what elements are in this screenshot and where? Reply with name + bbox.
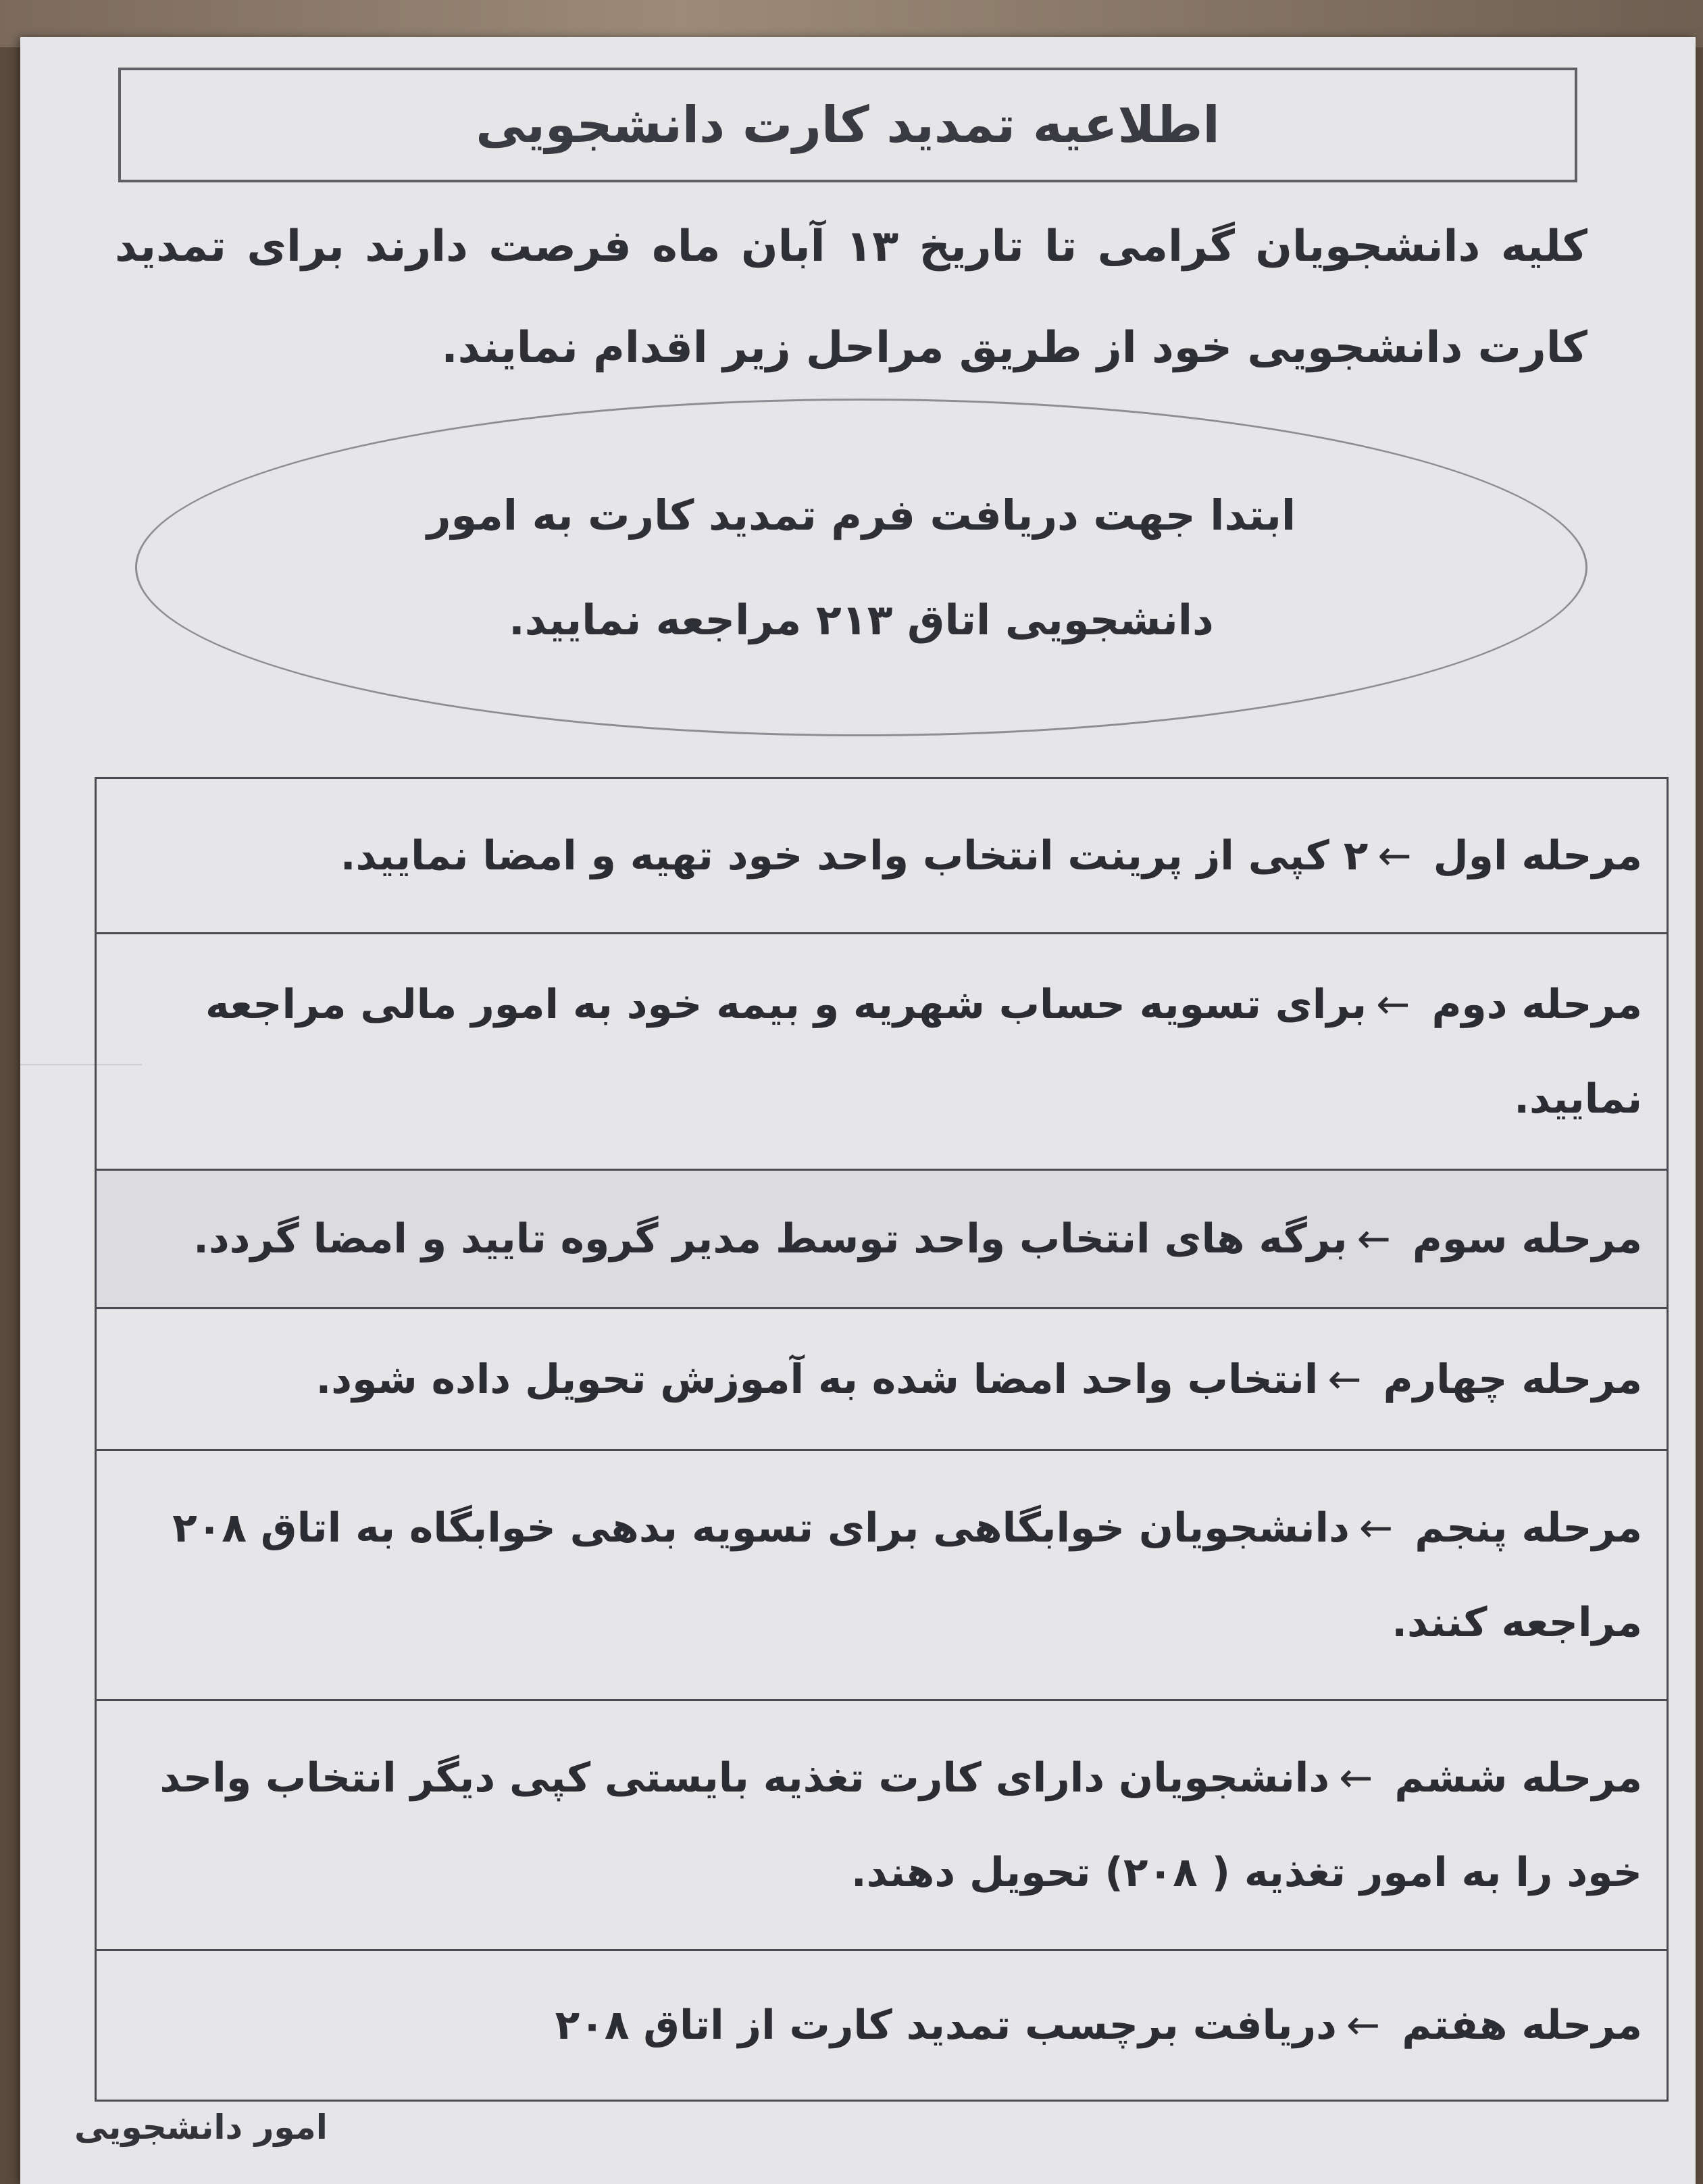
- step-text: انتخاب واحد امضا شده به آموزش تحویل داده شود.: [315, 1355, 1319, 1403]
- step-content: [121, 1481, 1642, 1670]
- step-row-3: [97, 1171, 1667, 1309]
- step-content: [121, 1731, 1642, 1920]
- signature: امور دانشجویی: [74, 2108, 328, 2147]
- step-content: [121, 1332, 1642, 1427]
- step-text: دانشجویان دارای کارت تغذیه بایستی کپی دیگر انتخاب واحد خود را به امور تغذیه ( ۲۰۸) تحویل دهند.: [159, 1754, 1642, 1896]
- arrow-icon: ←: [1339, 1754, 1373, 1802]
- step-row-2: [97, 934, 1667, 1171]
- step-content: [121, 957, 1642, 1146]
- arrow-icon: ←: [1376, 980, 1410, 1028]
- step-label: مرحله پنجم: [1415, 1504, 1642, 1552]
- step-label: مرحله هفتم: [1402, 2002, 1642, 2049]
- arrow-icon: ←: [1356, 1215, 1391, 1263]
- step-text: دانشجویان خوابگاهی برای تسویه بدهی خوابگاه به اتاق ۲۰۸ مراجعه کنند.: [172, 1504, 1642, 1646]
- step-label: مرحله ششم: [1394, 1754, 1642, 1802]
- page-title: اطلاعیه تمدید کارت دانشجویی: [476, 96, 1220, 154]
- step-row-5: [97, 1451, 1667, 1701]
- intro-paragraph: کلیه دانشجویان گرامی تا تاریخ ۱۳ آبان ماه فرصت دارند برای تمدید کارت دانشجویی خود از طریق مراحل زیر اقدام نمایند.: [115, 222, 1588, 373]
- steps-table: [95, 777, 1669, 2102]
- step-label: مرحله دوم: [1431, 980, 1642, 1028]
- step-text: دریافت برچسب تمدید کارت از اتاق ۲۰۸: [555, 2002, 1337, 2049]
- notice-text: ابتدا جهت دریافت فرم تمدید کارت به امور دانشجویی اتاق ۲۱۳ مراجعه نمایید.: [426, 490, 1296, 644]
- arrow-icon: ←: [1346, 2002, 1381, 2049]
- step-content: [121, 809, 1642, 903]
- step-row-6: [97, 1701, 1667, 1951]
- step-text: برگه های انتخاب واحد توسط مدیر گروه تایید و امضا گردد.: [193, 1215, 1348, 1263]
- step-row-7: [97, 1951, 1667, 2100]
- step-label: مرحله سوم: [1412, 1215, 1642, 1263]
- step-text: ۲ کپی از پرینت انتخاب واحد خود تهیه و امضا نمایید.: [340, 832, 1369, 880]
- title-box: [118, 68, 1577, 182]
- notice-ellipse: [135, 399, 1587, 736]
- step-content: [121, 1192, 1642, 1286]
- arrow-icon: ←: [1377, 832, 1412, 880]
- step-row-4: [97, 1309, 1667, 1451]
- arrow-icon: ←: [1358, 1504, 1394, 1552]
- step-text: برای تسویه حساب شهریه و بیمه خود به امور مالی مراجعه نمایید.: [205, 980, 1642, 1123]
- step-label: مرحله چهارم: [1383, 1355, 1642, 1403]
- step-row-1: [97, 779, 1667, 934]
- step-label: مرحله اول: [1433, 832, 1642, 880]
- arrow-icon: ←: [1327, 1355, 1362, 1403]
- step-content: [121, 1978, 1642, 2073]
